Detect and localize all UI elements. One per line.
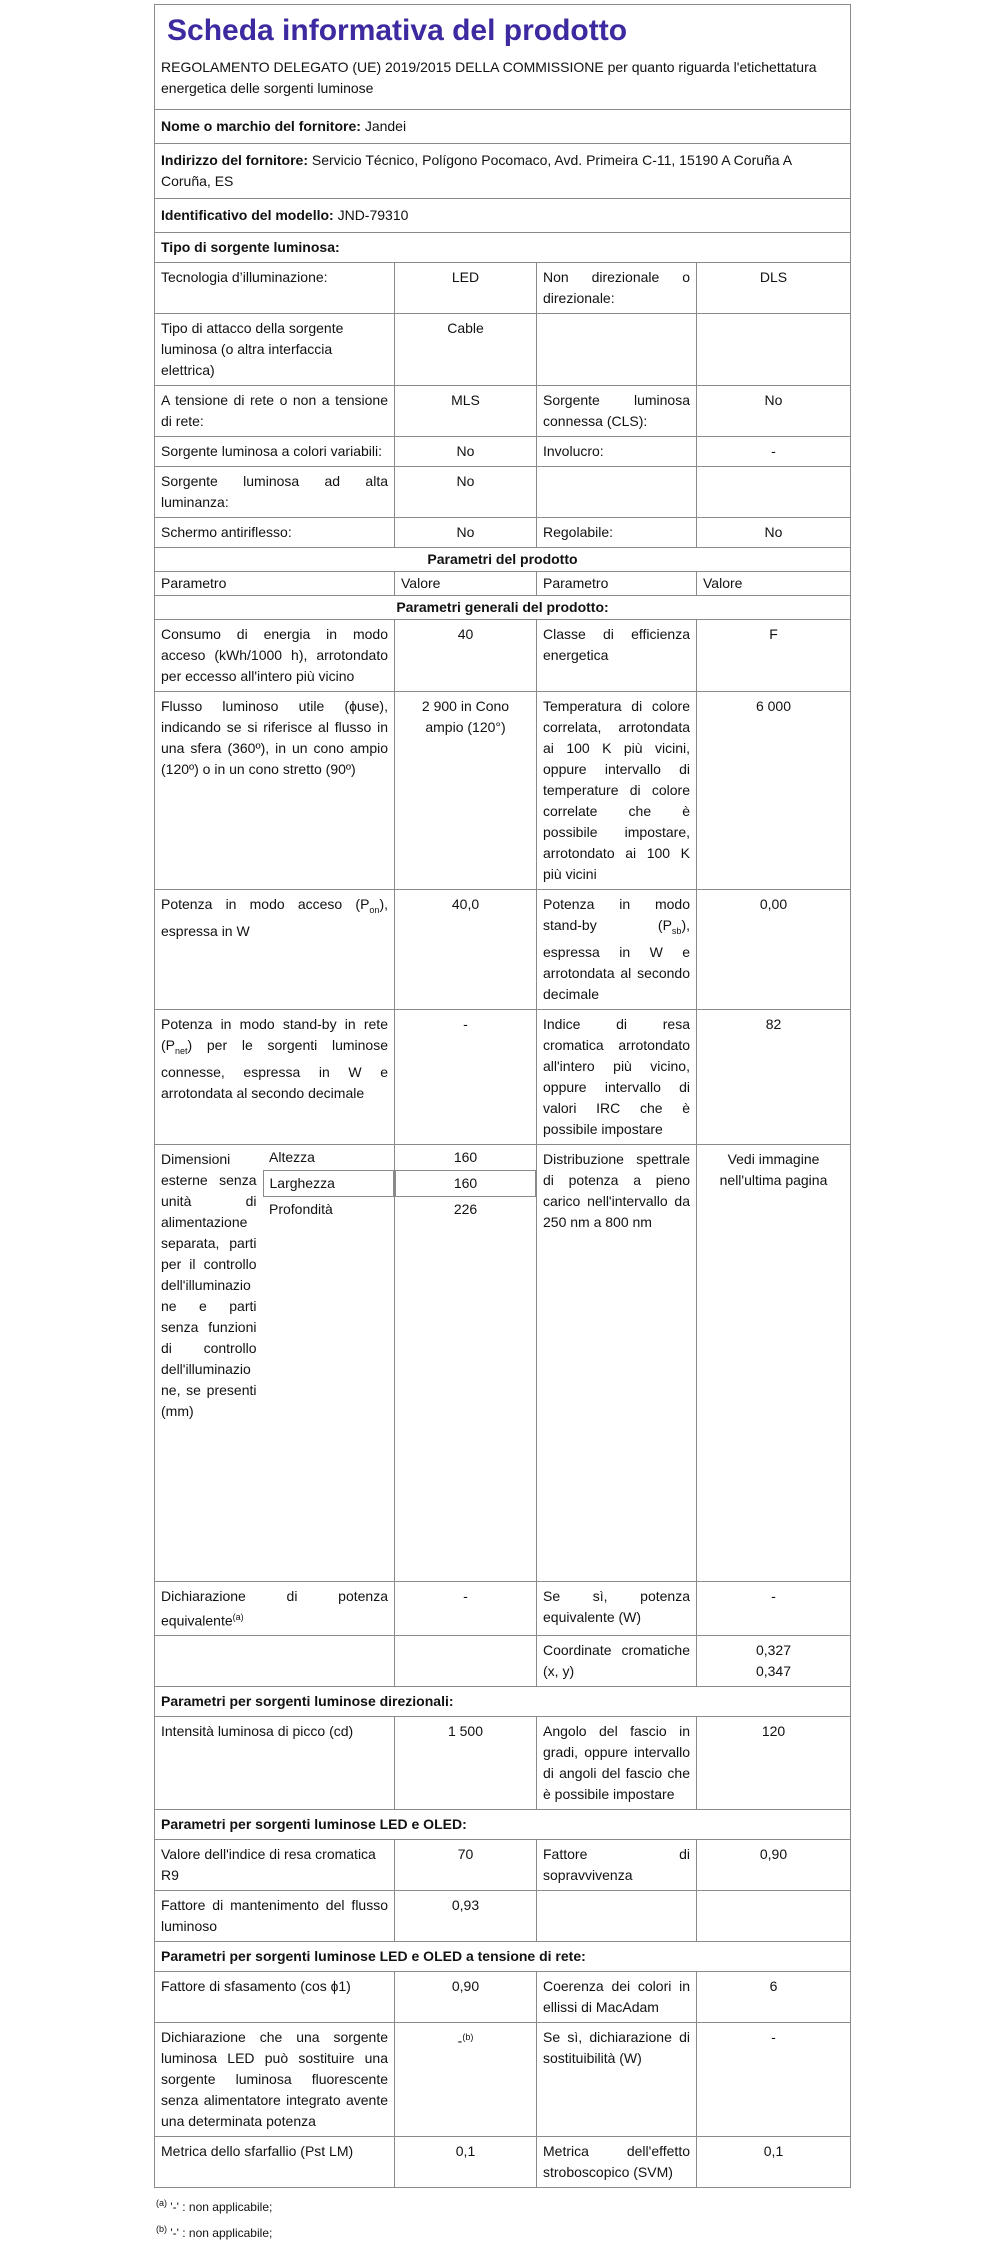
energy-consumption-value: 40 (395, 620, 537, 692)
color-temperature-label: Temperatura di colore correlata, arrotondata ai 100 K più vicini, oppure intervallo di temperature di colore correlate che è possibile impostare, arrotondato ai 100 K più vicini (537, 692, 697, 890)
source-type-row (155, 314, 851, 386)
supplier-address-label: Indirizzo del fornitore: (161, 152, 308, 168)
column-header-row (155, 572, 851, 596)
substitutability-label: Se sì, dichiarazione di sostituibilità (W) (537, 2023, 697, 2137)
source-type-label: Tecnologia d’illuminazione: (155, 263, 395, 314)
product-info-table (154, 4, 851, 2188)
equivalent-power-declaration-label: Dichiarazione di potenza equivalente$^{(a)}$ (155, 1581, 395, 1636)
luminous-flux-value: 2 900 in Cono ampio (120°) (395, 692, 537, 890)
param-row (155, 692, 851, 890)
supplier-address-row (155, 144, 851, 199)
dimension-height-label: Altezza (269, 1148, 315, 1165)
source-type-value: LED (395, 263, 537, 314)
equivalent-power-declaration-value: - (395, 1581, 537, 1636)
source-type-row (155, 518, 851, 548)
dimensions-label-table (155, 1145, 394, 1581)
param-row (155, 1840, 851, 1891)
survival-factor-value: 0,90 (697, 1840, 851, 1891)
dimensions-value-table (395, 1145, 536, 1222)
source-type-value: - (697, 437, 851, 467)
source-type-label (537, 467, 697, 518)
param-row (155, 1581, 851, 1636)
source-type-label: Regolabile: (537, 518, 697, 548)
displacement-factor-label: Fattore di sfasamento (cos ɸ1) (155, 1972, 395, 2023)
source-type-label: Tipo di attacco della sorgente luminosa (o altra interfaccia elettrica) (155, 314, 395, 386)
source-type-value: No (395, 437, 537, 467)
lumen-maintenance-label: Fattore di mantenimento del flusso luminoso (155, 1891, 395, 1942)
product-sheet (154, 0, 850, 2244)
model-id-row (155, 199, 851, 233)
equivalent-power-label: Se sì, potenza equivalente (W) (537, 1581, 697, 1636)
on-mode-power-value: 40,0 (395, 890, 537, 1010)
flicker-metric-label: Metrica dello sfarfallio (Pst LM) (155, 2137, 395, 2188)
directional-params-heading: Parametri per sorgenti luminose direzionali: (155, 1687, 851, 1717)
r9-index-label: Valore dell'indice di resa cromatica R9 (155, 1840, 395, 1891)
source-type-label: Non direzionale o direzionale: (537, 263, 697, 314)
header-cell (155, 5, 851, 110)
param-row (155, 1891, 851, 1942)
color-temperature-value: 6 000 (697, 692, 851, 890)
page-title: Scheda informativa del prodotto (167, 14, 628, 47)
col-header-value: Valore (395, 572, 537, 596)
param-row (155, 1972, 851, 2023)
dimension-depth-value: 226 (453, 1200, 478, 1217)
lumen-maintenance-value: 0,93 (395, 1891, 537, 1942)
supplier-name-row (155, 110, 851, 144)
spectral-distribution-label: Distribuzione spettrale di potenza a pieno carico nell'intervallo da 250 nm a 800 nm (537, 1144, 697, 1581)
source-type-row (155, 386, 851, 437)
param-row (155, 890, 851, 1010)
regulation-text: REGOLAMENTO DELEGATO (UE) 2019/2015 DELLA COMMISSIONE per quanto riguarda l'etichettatura energetica delle sorgenti luminose (161, 59, 817, 96)
flicker-metric-value: 0,1 (395, 2137, 537, 2188)
chromaticity-value: 0,327 0,347 (697, 1636, 851, 1687)
footnotes (154, 2192, 850, 2244)
led-replacement-value: -$^{(b)}$ (395, 2023, 537, 2137)
color-rendering-label: Indice di resa cromatica arrotondato all'intero più vicino, oppure intervallo di valori IRC che è possibile impostare (537, 1009, 697, 1144)
source-type-value: No (395, 518, 537, 548)
energy-consumption-label: Consumo di energia in modo acceso (kWh/1000 h), arrotondato per eccesso all'intero più vicino (155, 620, 395, 692)
param-row (155, 1717, 851, 1810)
source-type-value: No (697, 386, 851, 437)
source-type-label: Involucro: (537, 437, 697, 467)
source-type-label (537, 314, 697, 386)
network-standby-label: Potenza in modo stand-by in rete $(P_{net})$ per le sorgenti luminose connesse, espressa in W e arrotondata al secondo decimale (155, 1009, 395, 1144)
supplier-name-label: Nome o marchio del fornitore: (161, 118, 361, 134)
param-row (155, 1009, 851, 1144)
led-replacement-label: Dichiarazione che una sorgente luminosa LED può sostituire una sorgente luminosa fluorescente senza alimentatore integrato avente una determinata potenza (155, 2023, 395, 2137)
col-header-param: Parametro (155, 572, 395, 596)
supplier-address-value: Servicio Técnico, Polígono Pocomaco, Avd. Primeira C-11, 15190 A Coruña A Coruña, ES (161, 152, 792, 189)
source-type-value: MLS (395, 386, 537, 437)
source-type-value: No (395, 467, 537, 518)
peak-intensity-value: 1 500 (395, 1717, 537, 1810)
dimensions-cell (155, 1144, 395, 1581)
source-type-row (155, 467, 851, 518)
dimension-width-value: 160 (396, 1170, 536, 1196)
source-type-value (697, 314, 851, 386)
dimension-depth-label: Profondità (269, 1200, 333, 1217)
source-type-value (697, 467, 851, 518)
param-row (155, 2023, 851, 2137)
source-type-row (155, 263, 851, 314)
r9-index-value: 70 (395, 1840, 537, 1891)
param-row (155, 620, 851, 692)
led-params-heading: Parametri per sorgenti luminose LED e OLED: (155, 1810, 851, 1840)
model-id-label: Identificativo del modello: (161, 207, 334, 223)
source-type-label: Sorgente luminosa a colori variabili: (155, 437, 395, 467)
source-type-value: DLS (697, 263, 851, 314)
dimensions-label: Dimensioni esterne senza unità di alimentazione separata, parti per il controllo dell'illuminazione e parti senza funzioni di controllo dell'illuminazione, se presenti (mm) (161, 1150, 257, 1419)
source-type-label: Sorgente luminosa ad alta luminanza: (155, 467, 395, 518)
col-header-value: Valore (697, 572, 851, 596)
equivalent-power-value: - (697, 1581, 851, 1636)
standby-power-label: Potenza in modo stand-by $(P_{sb})$, espressa in W e arrotondata al secondo decimale (537, 890, 697, 1010)
color-consistency-label: Coerenza dei colori in ellissi di MacAdam (537, 1972, 697, 2023)
dimension-height-value: 160 (453, 1148, 478, 1165)
footnote-a: $^{(a)}$ '-' : non applicabile; (156, 2198, 273, 2215)
source-type-row (155, 437, 851, 467)
color-rendering-value: 82 (697, 1009, 851, 1144)
stroboscopic-metric-label: Metrica dell'effetto stroboscopico (SVM) (537, 2137, 697, 2188)
substitutability-value: - (697, 2023, 851, 2137)
product-params-heading: Parametri del prodotto (155, 548, 851, 572)
footnote-b: $^{(b)}$ '-' : non applicabile; (156, 2224, 273, 2241)
beam-angle-value: 120 (697, 1717, 851, 1810)
efficiency-class-label: Classe di efficienza energetica (537, 620, 697, 692)
color-consistency-value: 6 (697, 1972, 851, 2023)
luminous-flux-label: Flusso luminoso utile (ɸuse), indicando se si riferisce al flusso in una sfera (360º), in un cono ampio (120º) o in un cono stretto (90º) (155, 692, 395, 890)
source-type-value: Cable (395, 314, 537, 386)
param-row (155, 1144, 851, 1581)
source-type-label: Schermo antiriflesso: (155, 518, 395, 548)
col-header-param: Parametro (537, 572, 697, 596)
survival-factor-label: Fattore di sopravvivenza (537, 1840, 697, 1891)
dimension-width-label: Larghezza (263, 1170, 394, 1196)
source-type-label: A tensione di rete o non a tensione di rete: (155, 386, 395, 437)
supplier-name-value: Jandei (364, 118, 407, 134)
efficiency-class-value: F (697, 620, 851, 692)
chromaticity-label: Coordinate cromatiche (x, y) (537, 1636, 697, 1687)
source-type-label: Sorgente luminosa connessa (CLS): (537, 386, 697, 437)
dimensions-values-cell (395, 1144, 537, 1581)
source-type-heading: Tipo di sorgente luminosa: (155, 233, 851, 263)
network-standby-value: - (395, 1009, 537, 1144)
stroboscopic-metric-value: 0,1 (697, 2137, 851, 2188)
on-mode-power-label: Potenza in modo acceso $(P_{on})$, espressa in W (155, 890, 395, 1010)
standby-power-value: 0,00 (697, 890, 851, 1010)
param-row (155, 2137, 851, 2188)
beam-angle-label: Angolo del fascio in gradi, oppure intervallo di angoli del fascio che è possibile impostare (537, 1717, 697, 1810)
peak-intensity-label: Intensità luminosa di picco (cd) (155, 1717, 395, 1810)
model-id-value: JND-79310 (337, 207, 409, 223)
displacement-factor-value: 0,90 (395, 1972, 537, 2023)
spectral-distribution-value: Vedi immagine nell'ultima pagina (697, 1144, 851, 1581)
mains-params-heading: Parametri per sorgenti luminose LED e OLED a tensione di rete: (155, 1942, 851, 1972)
param-row (155, 1636, 851, 1687)
general-params-heading: Parametri generali del prodotto: (155, 596, 851, 620)
source-type-value: No (697, 518, 851, 548)
